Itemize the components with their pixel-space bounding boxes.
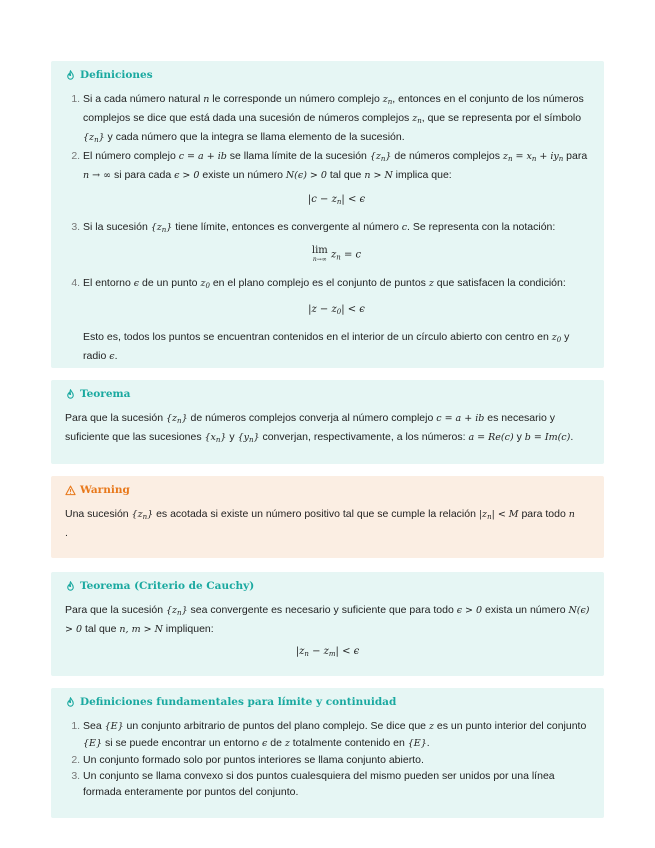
equation-cauchy: $|z_n - z_m| < \epsilon$ [295, 646, 360, 658]
warning-triangle-icon [65, 485, 76, 496]
flame-icon [65, 697, 76, 708]
neighborhood-explanation: Esto es, todos los puntos se encuentran contenidos en el interior de un círculo abierto con centro en $z_0$ y radio ϵ. [83, 330, 570, 362]
equation-lim-notation: lim n→∞ $z_n = c$ [311, 245, 362, 263]
fundamentales-list [65, 718, 590, 800]
cauchy-title: Teorema (Criterio de Cauchy) [65, 580, 590, 592]
definiciones-list [65, 91, 590, 365]
flame-icon [65, 70, 76, 81]
fundamentales-title: Definiciones fundamentales para límite y continuidad [65, 696, 590, 708]
cauchy-text: Para que la sucesión $\{z_n\}$ sea convergente es necesario y suficiente que para todo ϵ > 0 exista un número N(ϵ) > 0 tal que n, m > N impliquen: [65, 604, 590, 635]
teorema-title: Teorema [65, 388, 590, 400]
fundamental-item-3: 3. Un conjunto se llama convexo si dos puntos cualesquiera del mismo pueden ser unidos por una línea formada enteramente por puntos del conjunto. [83, 768, 590, 800]
warning-text: Una sucesión $\{z_n\}$ es acotada si existe un número positivo tal que se cumple la relación $|z_n| < M$ para todo n . [65, 508, 575, 539]
definicion-item-1: 1. Si a cada número natural n le corresponde un número complejo $z_n$, entonces en el conjunto de los números complejos se dice que está dada una sucesión de números complejos $z_n$, que se representa por el símbolo $\{z_n\}$ y cada número que la integra se llama elemento de la sucesión. [83, 91, 590, 148]
teorema-text: Para que la sucesión $\{z_n\}$ de números complejos converja al número complejo c = a + ib es necesario y suficiente que las sucesiones $\{x_n\}$ y $\{y_n\}$ converjan, respectivamente, a los números: a = Re(c) y b = Im(c). [65, 412, 574, 444]
warning-box [51, 476, 604, 558]
definiciones-box [51, 61, 604, 368]
definicion-item-4: 4. El entorno ϵ de un punto $z_0$ en el plano complejo es el conjunto de puntos z que satisfacen la condición: $|z - z_0| < \epsilon$ Esto es, todos los puntos se encuentran contenidos en el interior de un círculo abierto con centro en $z_0$ y radio ϵ. [83, 275, 590, 365]
equation-limit: $|c - z_n| < \epsilon$ [307, 194, 366, 206]
fundamentales-box [51, 688, 604, 818]
cauchy-box [51, 572, 604, 676]
fundamental-item-1: 1. Sea {E} un conjunto arbitrario de puntos del plano complejo. Se dice que z es un punto interior del conjunto {E} si se puede encontrar un entorno ϵ de z totalmente contenido en {E}. [83, 718, 590, 752]
definicion-item-3: 3. Si la sucesión $\{z_n\}$ tiene límite, entonces es convergente al número c. Se representa con la notación: lim n→∞ $z_n = c$ [83, 219, 590, 266]
fundamental-item-2: 2. Un conjunto formado solo por puntos interiores se llama conjunto abierto. [83, 752, 590, 768]
flame-icon [65, 389, 76, 400]
definicion-item-2: 2. El número complejo c = a + ib se llama límite de la sucesión $\{z_n\}$ de números complejos $z_n = x_n + iy_n$ para n → ∞ si para cada ϵ > 0 existe un número N(ϵ) > 0 tal que n > N implica que: $|c - z_n| < \epsilon$ [83, 148, 590, 210]
warning-title: Warning [65, 484, 590, 496]
equation-neighborhood: $|z - z_0| < \epsilon$ [308, 303, 365, 316]
teorema-box [51, 380, 604, 464]
definiciones-title: Definiciones [65, 69, 590, 81]
flame-icon [65, 581, 76, 592]
